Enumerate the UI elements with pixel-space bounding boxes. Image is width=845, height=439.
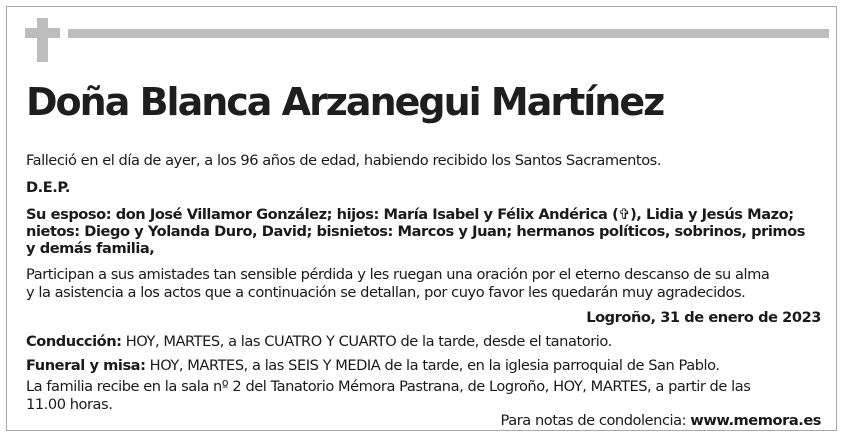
condolences-url[interactable]: www.memora.es: [690, 412, 821, 429]
condolences-line: [501, 412, 821, 429]
condolences-text: Para notas de condolencia:: [500, 412, 691, 429]
funeral-label: Funeral y misa:: [26, 357, 146, 374]
cross-icon: [37, 18, 48, 62]
reception-line-2: 11.00 horas.: [26, 396, 113, 413]
family-line-1: Su esposo: don José Villamor González; hijos: María Isabel y Félix Andérica (✞), Lidia y Jesús Mazo;: [26, 206, 794, 223]
dep-text: D.E.P.: [26, 179, 71, 196]
place-date: Logroño, 31 de enero de 2023: [586, 309, 821, 326]
reception-line-1: La familia recibe en la sala nº 2 del Tanatorio Mémora Pastrana, de Logroño, HOY, MARTES, a partir de las: [26, 378, 751, 395]
funeral-line: [26, 357, 720, 374]
announcement-line-1: Participan a sus amistades tan sensible pérdida y les ruegan una oración por el eterno descanso de su alma: [26, 266, 770, 283]
family-line-3: y demás familia,: [26, 240, 155, 257]
header-rule: [68, 29, 829, 38]
conduccion-text: HOY, MARTES, a las CUATRO Y CUARTO de la tarde, desde el tanatorio.: [121, 333, 612, 350]
family-line-2: nietos: Diego y Yolanda Duro, David; bisnietos: Marcos y Juan; hermanos políticos, sobrinos, primos: [26, 223, 805, 240]
conduccion-line: [26, 333, 612, 350]
conduccion-label: Conducción:: [26, 333, 122, 350]
funeral-text: HOY, MARTES, a las SEIS Y MEDIA de la tarde, en la iglesia parroquial de San Pablo.: [145, 357, 720, 374]
announcement-line-2: y la asistencia a los actos que a continuación se detallan, por cuyo favor les quedarán muy agradecidos.: [26, 284, 746, 301]
cross-icon-bar: [25, 28, 60, 38]
intro-text: Falleció en el día de ayer, a los 96 años de edad, habiendo recibido los Santos Sacramentos.: [26, 152, 662, 169]
deceased-name: Doña Blanca Arzanegui Martínez: [26, 80, 664, 124]
